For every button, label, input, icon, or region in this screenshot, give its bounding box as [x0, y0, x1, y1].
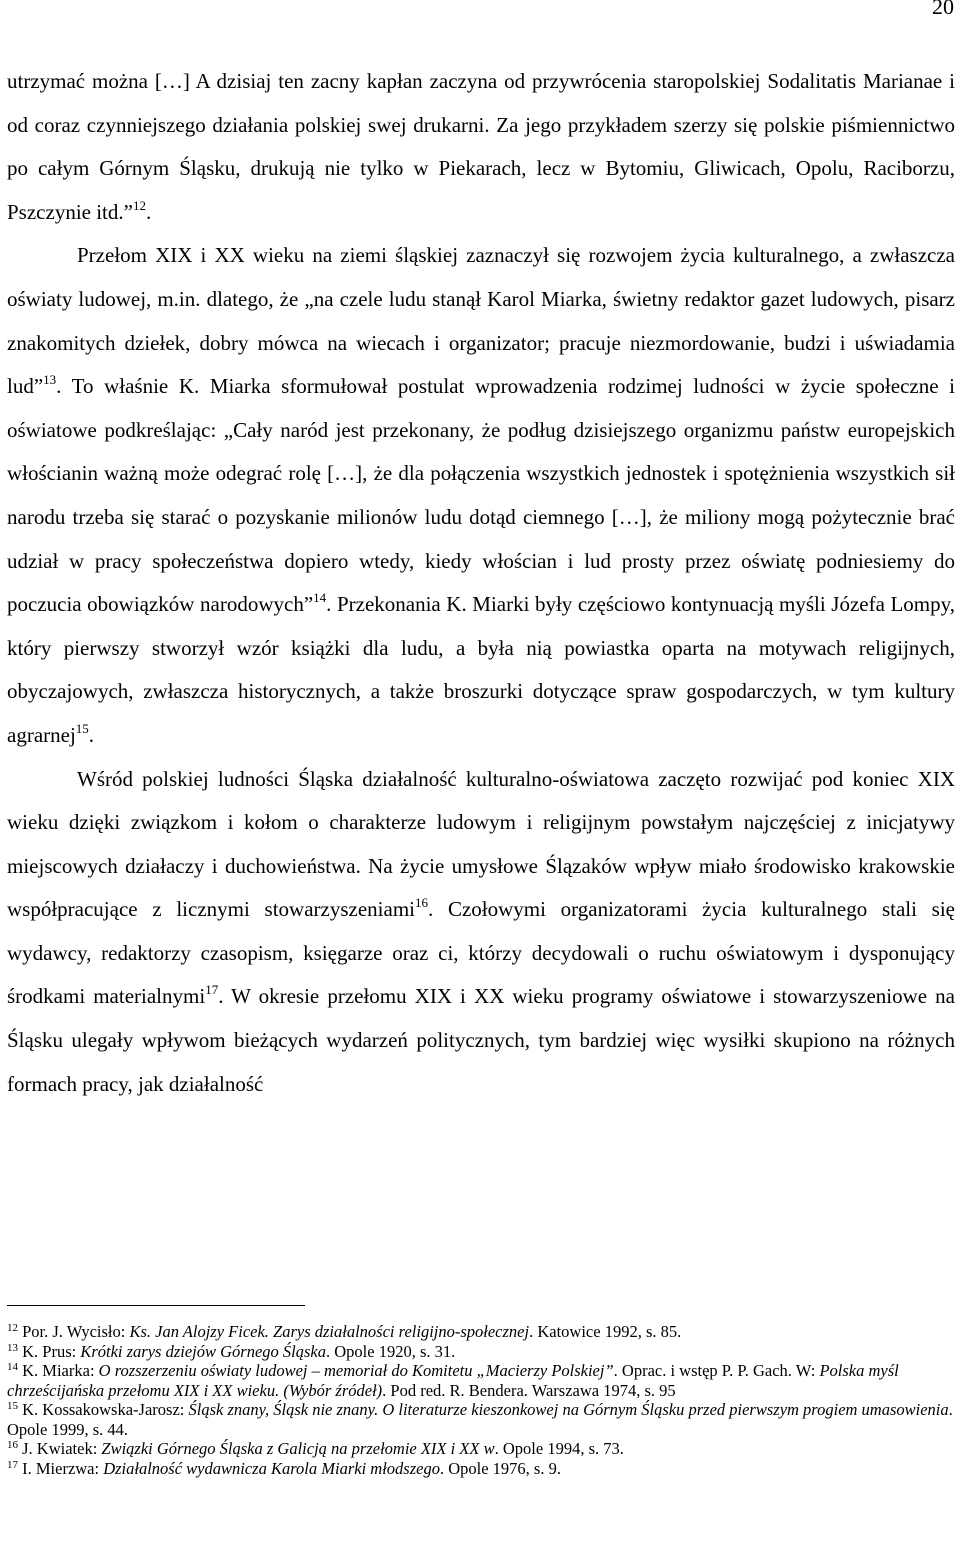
footnote-ref: 16	[415, 895, 428, 911]
footnote-number: 14	[7, 1361, 18, 1373]
footnote-ref: 17	[205, 982, 219, 998]
footnote-author: I. Mierzwa:	[22, 1458, 104, 1478]
footnote-15	[7, 1400, 953, 1439]
footnote-number: 17	[7, 1458, 18, 1471]
footnote-author: J. Kwiatek:	[22, 1439, 102, 1458]
footnote-rest: . Pod red. R. Bendera. Warszawa 1974, s. 95	[382, 1380, 676, 1400]
paragraph-text: .	[88, 722, 95, 747]
footnote-author: K. Kossakowska-Jarosz:	[22, 1400, 189, 1419]
footnote-ref: 14	[313, 590, 327, 606]
footnote-rest: . Opole 1920, s. 31.	[326, 1341, 456, 1361]
footnote-author: Por. J. Wycisło:	[22, 1322, 130, 1341]
footnote-ref: 13	[43, 372, 57, 388]
footnote-author: K. Miarka:	[22, 1361, 99, 1380]
footnote-number: 13	[7, 1341, 18, 1354]
footnote-title: O rozszerzeniu oświaty ludowej – memoriał do Komitetu „Macierzy Polskiej”	[98, 1361, 614, 1380]
footnote-14	[7, 1361, 953, 1400]
footnote-rest: . Oprac. i wstęp P. P. Gach. W:	[613, 1361, 820, 1380]
footnote-16	[7, 1439, 953, 1459]
paragraph-1	[7, 60, 955, 234]
paragraph-text: . Czołowymi organizatorami życia kulturalnego stali się wydawcy, redaktorzy czasopism, księgarze oraz ci, którzy decydowali o ruchu oświatowym i dysponujący środkami materialnymi	[7, 897, 956, 1009]
body-text	[7, 60, 955, 1106]
paragraph-text: . To właśnie K. Miarka sformułował postulat wprowadzenia rodzimej ludności w życie społeczne i oświatowe podkreślając: „Cały naród jest przekonany, że podług dzisiejszego organizmu państw europejskich włościanin ważną może odegrać rolę […], że dla połączenia wszystkich jednostek i spotężnienia wszystkich sił narodu trzeba się starać o pozyskanie milionów ludu dotąd ciemnego […], że miliony mogą pożytecznie brać udział w pracy społeczeństwa dopiero wtedy, kiedy włościan i lud prosty przez oświatę podniesiemy do poczucia obowiązków narodowych”	[7, 374, 955, 617]
paragraph-text: Przełom XIX i XX wieku na ziemi śląskiej zaznaczył się rozwojem życia kulturalnego, a zwłaszcza oświaty ludowej, m.in. dlatego, że „na czele ludu stanął Karol Miarka, świetny redaktor gazet ludowych, pisarz znakomitych dziełek, dobry mówca na wiecach i organizator; pracuje niezmordowanie, budzi i uświadamia lud”	[7, 243, 955, 399]
paragraph-text: . W okresie przełomu XIX i XX wieku programy oświatowe i stowarzyszeniowe na Śląsku ulegały wpływom bieżących wydarzeń politycznych, tym bardziej więc wysiłki skupiono na różnych formach pracy, jak działalność	[7, 984, 956, 1096]
paragraph-text: utrzymać można […] A dzisiaj ten zacny kapłan zaczyna od przywrócenia staropolskiej Sodalitatis Marianae i od coraz czynniejszego działania polskiej swej drukarni. Za jego przykładem szerzy się polskie piśmiennictwo po całym Górnym Śląsku, drukują nie tylko w Piekarach, lecz w Bytomiu, Gliwicach, Opolu, Raciborzu, Pszczynie itd.”	[7, 69, 955, 224]
footnote-number: 12	[7, 1322, 18, 1334]
footnote-rest: . Opole 1999, s. 44.	[7, 1400, 953, 1439]
footnote-title: Związki Górnego Śląska z Galicją na przełomie XIX i XX w	[101, 1439, 495, 1458]
paragraph-text: .	[145, 199, 152, 224]
footnote-rest: . Opole 1976, s. 9.	[439, 1458, 561, 1478]
footnote-rest: . Katowice 1992, s. 85.	[529, 1322, 682, 1341]
paragraph-2	[7, 234, 955, 757]
footnote-title: Ks. Jan Alojzy Ficek. Zarys działalności religijno-społecznej	[129, 1322, 530, 1341]
paragraph-text: Wśród polskiej ludności Śląska działalność kulturalno-oświatowa zaczęto rozwijać pod koniec XIX wieku dzięki związkom i kołom o charakterze ludowym i religijnym powstałym najczęściej z inicjatywy miejscowych działaczy i duchowieństwa. Na życie umysłowe Ślązaków wpływ miało środowisko krakowskie współpracujące z licznymi stowarzyszeniami	[7, 766, 955, 922]
footnote-rest: . Opole 1994, s. 73.	[494, 1439, 624, 1458]
footnote-ref: 15	[75, 720, 89, 736]
footnote-13	[7, 1342, 953, 1362]
footnote-title: Działalność wydawnicza Karola Miarki młodszego	[103, 1458, 440, 1478]
footnote-title: Śląsk znany, Śląsk nie znany. O literaturze kieszonkowej na Górnym Śląsku przed pierwszym progiem umasowienia	[188, 1400, 949, 1419]
footnote-17	[7, 1459, 953, 1479]
footnote-number: 16	[7, 1439, 18, 1451]
footnote-number: 15	[7, 1400, 18, 1412]
paragraph-text: . Przekonania K. Miarki były częściowo kontynuacją myśli Józefa Lompy, który pierwszy stworzył wzór książki dla ludu, a była nią powiastka oparta na motywach religijnych, obyczajowych, zwłaszcza historycznych, a także broszurki dotyczące spraw gospodarczych, w tym kultury agrarnej	[7, 592, 956, 747]
footnote-author: K. Prus:	[22, 1341, 81, 1361]
footnote-ref: 12	[132, 197, 146, 213]
page-number: 20	[932, 0, 954, 19]
footnote-title: Polska myśl chrześcijańska przełomu XIX i XX wieku. (Wybór źródeł)	[7, 1361, 899, 1400]
footnote-divider	[7, 1305, 305, 1306]
footnotes	[7, 1322, 953, 1478]
footnote-12	[7, 1322, 953, 1342]
footnote-title: Krótki zarys dziejów Górnego Śląska	[80, 1341, 327, 1361]
paragraph-3	[7, 758, 955, 1107]
